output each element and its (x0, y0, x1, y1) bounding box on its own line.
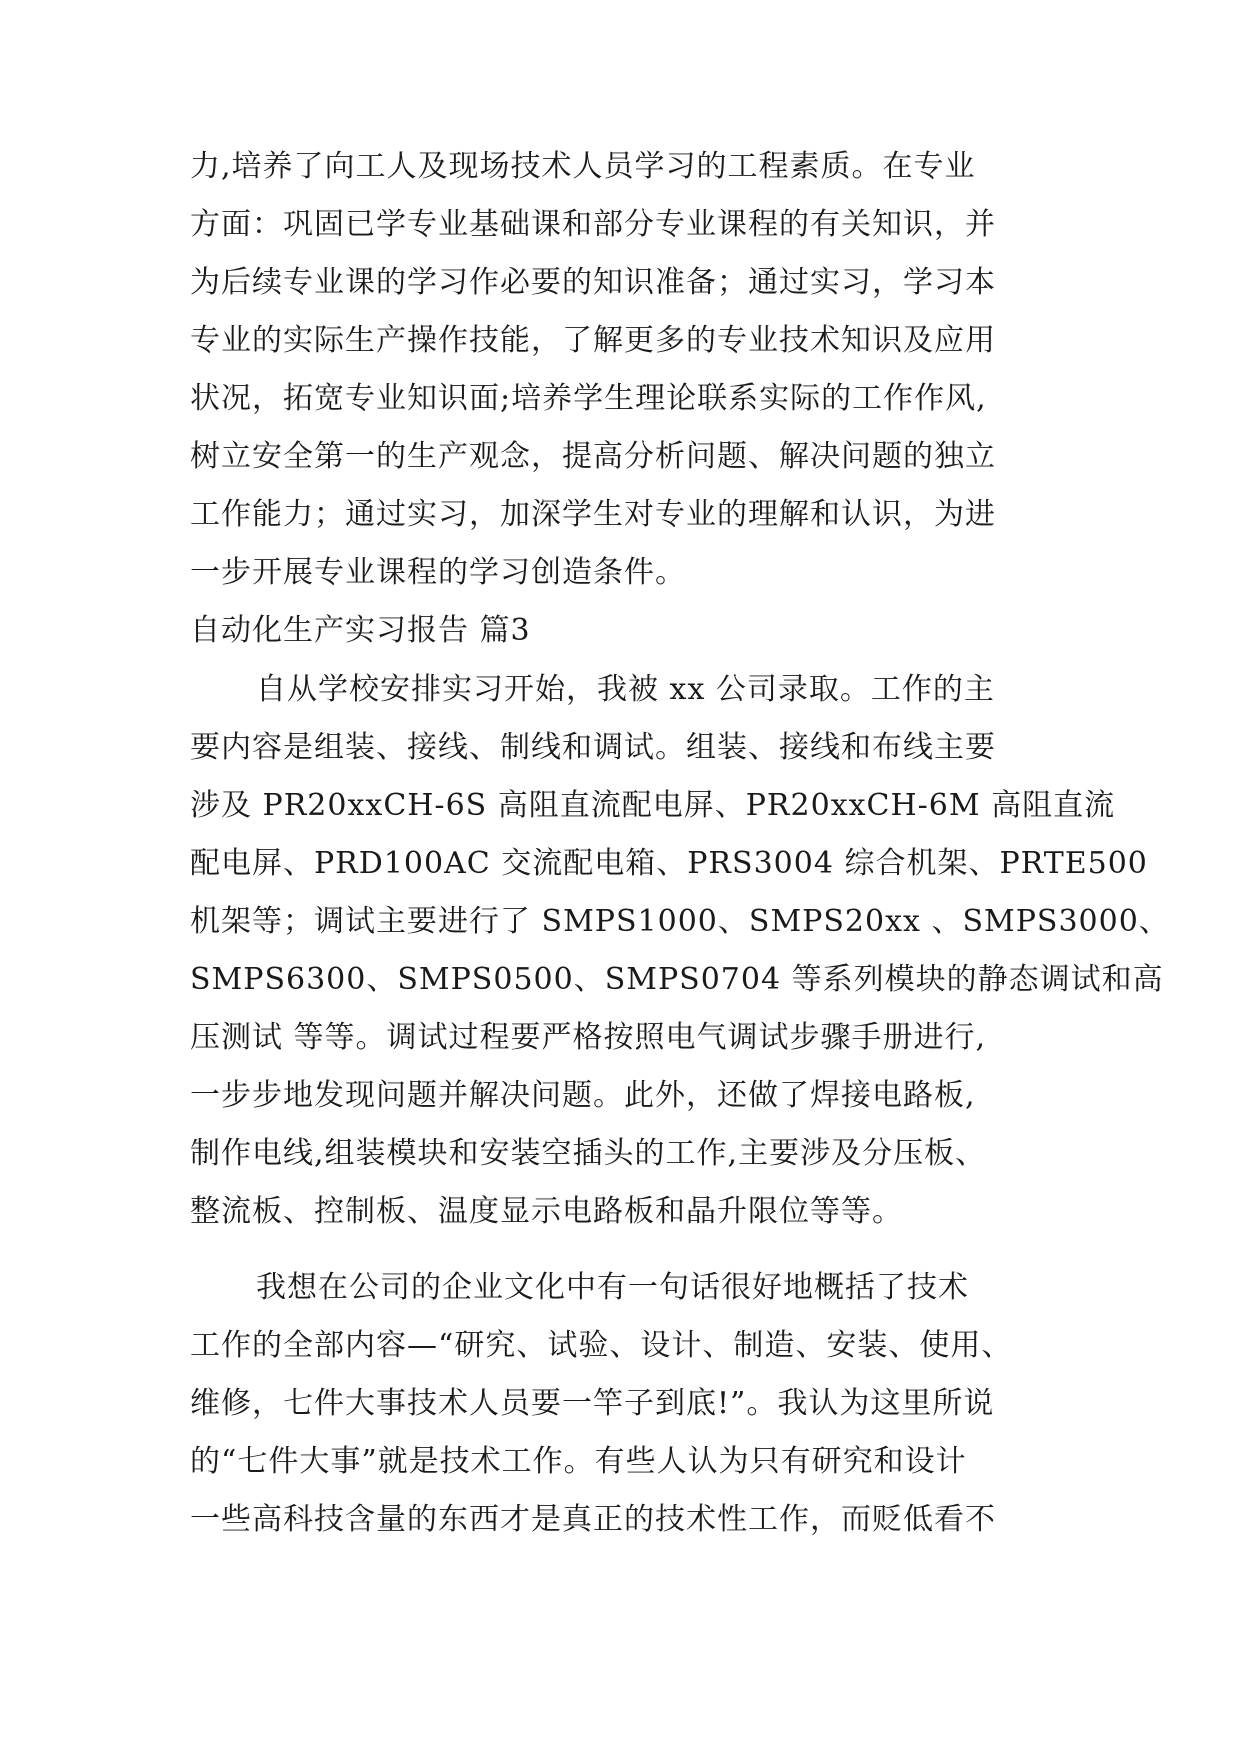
text-line: 力,培养了向工人及现场技术人员学习的工程素质。在专业 (190, 149, 976, 184)
text-line: 状况，拓宽专业知识面;培养学生理论联系实际的工作作风, (190, 381, 987, 416)
text-line: 工作能力；通过实习，加深学生对专业的理解和认识，为进 (190, 497, 996, 532)
text-line: 维修，七件大事技术人员要一竿子到底!”。我认为这里所说 (190, 1386, 995, 1421)
text-line: 为后续专业课的学习作必要的知识准备；通过实习，学习本 (190, 265, 996, 300)
text-line: 方面：巩固已学专业基础课和部分专业课程的有关知识，并 (190, 207, 996, 242)
text-line: 涉及 PR20xxCH-6S 高阻直流配电屏、PR20xxCH-6M 高阻直流 (190, 788, 1116, 823)
text-line: 专业的实际生产操作技能，了解更多的专业技术知识及应用 (190, 323, 996, 358)
text-line: 机架等；调试主要进行了 SMPS1000、SMPS20xx 、SMPS3000、 (190, 904, 1170, 939)
text-line: 一些高科技含量的东西才是真正的技术性工作，而贬低看不 (190, 1502, 996, 1537)
text-line: 要内容是组装、接线、制线和调试。组装、接线和布线主要 (190, 730, 996, 765)
text-line: 制作电线,组装模块和安装空插头的工作,主要涉及分压板、 (190, 1136, 987, 1171)
text-line: 自从学校安排实习开始，我被 xx 公司录取。工作的主 (256, 672, 995, 707)
text-line: 一步步地发现问题并解决问题。此外，还做了焊接电路板, (190, 1078, 976, 1113)
text-line: 整流板、控制板、温度显示电路板和晶升限位等等。 (190, 1194, 903, 1229)
text-line: 树立安全第一的生产观念，提高分析问题、解决问题的独立 (190, 439, 996, 474)
text-line: 我想在公司的企业文化中有一句话很好地概括了技术 (256, 1270, 969, 1305)
text-line: 一步开展专业课程的学习创造条件。 (190, 555, 686, 590)
text-line: 的“七件大事”就是技术工作。有些人认为只有研究和设计 (190, 1444, 967, 1479)
text-line: 配电屏、PRD100AC 交流配电箱、PRS3004 综合机架、PRTE500 (190, 846, 1148, 881)
text-line: SMPS6300、SMPS0500、SMPS0704 等系列模块的静态调试和高 (190, 962, 1164, 997)
section-heading: 自动化生产实习报告 篇3 (190, 613, 531, 648)
text-line: 压测试 等等。调试过程要严格按照电气调试步骤手册进行, (190, 1020, 987, 1055)
text-line: 工作的全部内容—“研究、试验、设计、制造、安装、使用、 (190, 1328, 1013, 1363)
